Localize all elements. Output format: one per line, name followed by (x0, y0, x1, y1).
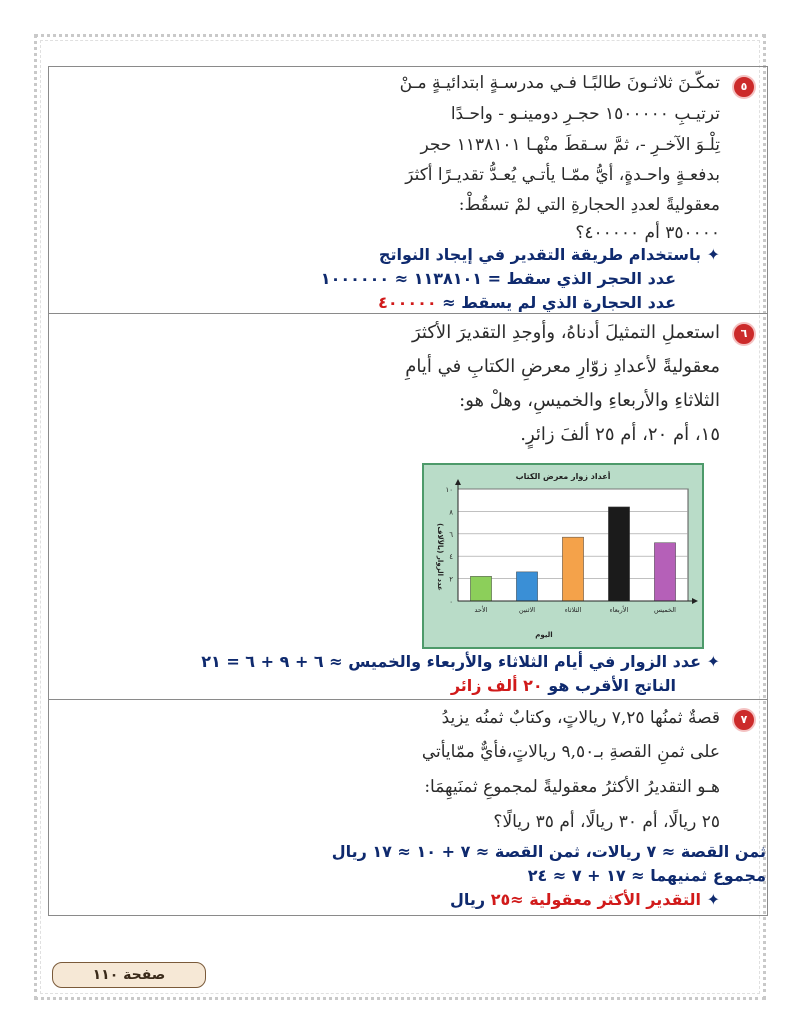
question-6-text (380, 314, 720, 454)
question-5-section (48, 66, 768, 314)
question-7-line: قصةٌ ثمنُها ٧,٢٥ ريالاتٍ، وكتابٌ ثمنُه يزيدُ (441, 708, 720, 728)
star-bullet-icon: ✦ (701, 245, 720, 264)
chart-bar (516, 572, 537, 601)
question-5-line: تِلْـوَ الآخـرِ -، ثمَّ سـقطَ منْهـا ١١٣٨١٠١ حجر (420, 135, 720, 155)
chart-y-axis-label: عدد الزوار (بالآلاف) (436, 523, 444, 591)
chart-x-axis-arrow-icon (692, 598, 698, 604)
question-5-answer-heading: ✦ باستخدام طريقة التقدير في إيجاد النواتج (378, 245, 720, 264)
question-5-line: بدفعـةٍ واحـدةٍ، أيُّ ممّـا يأتـي يُعـدُّ تقديـرًا أكثرَ (405, 165, 720, 185)
question-7-section (48, 700, 768, 916)
chart-title: أعداد زوار معرض الكتاب (515, 472, 611, 481)
chart-x-tick-label: الأربعاء (609, 606, 629, 614)
chart-x-tick-label: الاثنين (518, 606, 536, 614)
chart-bar (654, 543, 675, 601)
question-7-line: على ثمنِ القصةِ بـ٩,٥٠ ريالاتٍ،فأيٌّ ممّايأتي (421, 742, 720, 762)
question-6-line: استعملِ التمثيلَ أدناهُ، وأوجدِ التقديرَ الأكثرَ (412, 322, 720, 343)
question-6-answer-line-2: الناتج الأقرب هو ٢٠ ألف زائر (450, 676, 676, 695)
page-number-pill (52, 962, 206, 988)
chart-y-tick-label: ٠ (449, 598, 453, 606)
chart-y-axis-arrow-icon (455, 479, 461, 485)
question-5-line: ترتيـبِ ١٥٠٠٠٠٠ حجـرِ دومينـو - واحـدًا (450, 104, 720, 124)
question-5-line: ٣٥٠٠٠٠ أم ٤٠٠٠٠٠؟ (575, 223, 720, 243)
question-5-line: معقوليةً لعددِ الحجارةِ التي لمْ تسقُطْ: (458, 195, 720, 215)
question-6-line: الثلاثاءِ والأربعاءِ والخميسِ، وهلْ هو: (459, 390, 720, 411)
star-bullet-icon: ✦ (701, 890, 720, 909)
chart-y-tick-label: ٤ (449, 553, 453, 562)
question-7-answer-line-3: ✦ التقدير الأكثر معقولية ≈٢٥ ريال (450, 890, 720, 909)
chart-x-axis-label: اليوم (535, 631, 553, 639)
question-7-answer-line-1: ثمن القصة ≈ ٧ ريالات، ثمن القصة ≈ ٧ + ١٠ ≈ ١٧ ريال (331, 842, 766, 861)
chart-bar (470, 576, 491, 601)
question-5-answer-value: ٤٠٠٠٠٠ (378, 293, 437, 312)
chart-x-tick-label: الثلاثاء (564, 606, 582, 614)
question-7-answer-line-2: مجموع ثمنيهما ≈ ١٧ + ٧ ≈ ٢٤ (527, 866, 766, 885)
chart-y-tick-label: ١٠ (445, 486, 453, 494)
chart-svg (424, 465, 702, 647)
page-number-label: صفحة ١١٠ (92, 967, 166, 983)
question-6-line: ١٥، أم ٢٠، أم ٢٥ ألفَ زائرٍ. (520, 424, 720, 445)
question-6-number-badge: ٦ (732, 322, 756, 346)
question-5-line: تمكّـنَ ثلاثـونَ طالبًـا فـي مدرسـةٍ ابتدائيـةٍ مـنْ (399, 73, 720, 93)
question-6-answer-line-1: ✦ عدد الزوار في أيام الثلاثاء والأربعاء والخميس ≈ ٦ + ٩ + ٦ = ٢١ (201, 652, 720, 671)
chart-y-tick-label: ٦ (449, 530, 453, 539)
question-5-number-badge: ٥ (732, 75, 756, 99)
question-5-answer-line-1: عدد الحجر الذي سقط = ١١٣٨١٠١ ≈ ١٠٠٠٠٠٠ (320, 269, 676, 288)
chart-x-tick-label: الخميس (654, 606, 676, 614)
question-7-line: ٢٥ ريالًا، أم ٣٠ ريالًا، أم ٣٥ ريالًا؟ (493, 812, 720, 832)
chart-bar (608, 507, 629, 601)
question-5-text (380, 67, 720, 243)
chart-y-tick-label: ٨ (449, 508, 453, 517)
question-7-number-badge: ٧ (732, 708, 756, 732)
visitors-bar-chart (422, 463, 704, 649)
question-7-line: هـو التقديرُ الأكثرُ معقوليةً لمجموعِ ثمنَيهِمَا: (424, 777, 720, 797)
chart-y-tick-label: ٢ (449, 575, 453, 584)
star-bullet-icon: ✦ (701, 652, 720, 671)
question-6-line: معقوليةً لأعدادِ زوّارِ معرضِ الكتابِ في أيامِ (405, 356, 720, 377)
chart-x-tick-label: الأحد (474, 606, 488, 614)
chart-bar (562, 537, 583, 601)
question-7-answer-value: التقدير الأكثر معقولية ≈٢٥ (490, 890, 702, 909)
question-6-answer-value: ٢٠ ألف زائر (450, 676, 543, 695)
question-5-answer-line-2: عدد الحجارة الذي لم يسقط ≈ ٤٠٠٠٠٠ (378, 293, 676, 312)
question-7-text (380, 700, 720, 840)
